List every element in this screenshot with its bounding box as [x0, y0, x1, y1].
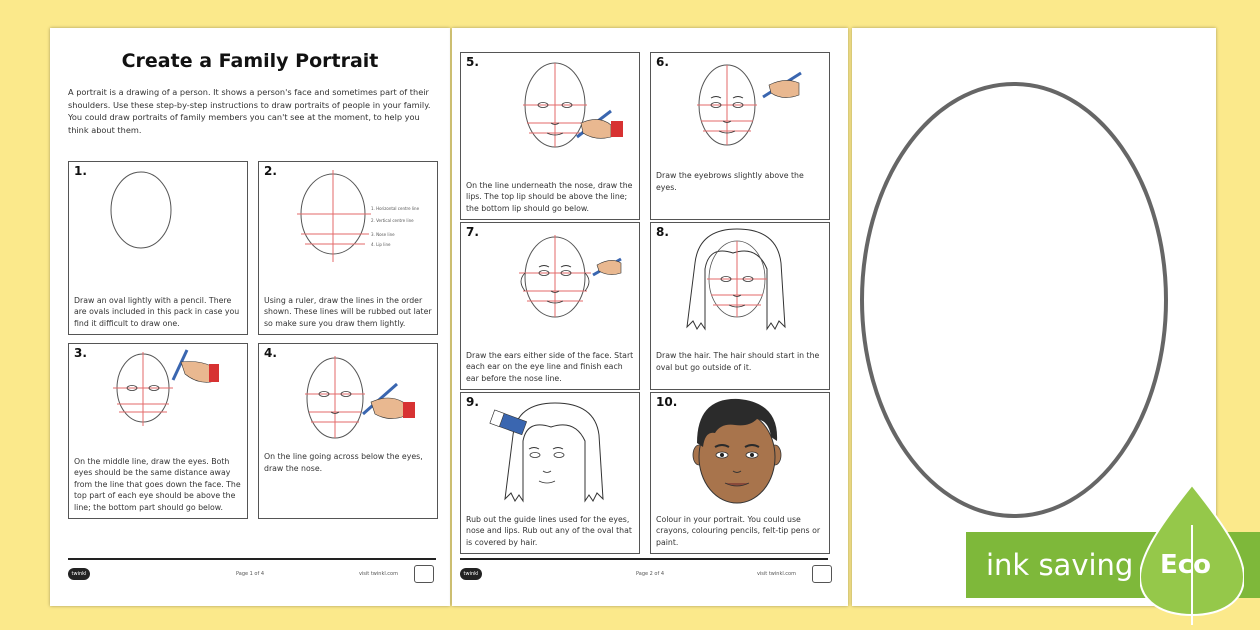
ink-saving-label: ink saving — [986, 548, 1134, 582]
step-text: Using a ruler, draw the lines in the order shown. These lines will be rubbed out later so make sure you draw them lightly. — [264, 295, 432, 328]
intro-paragraph: A portrait is a drawing of a person. It shows a person's face and sometimes part of their shoulders. Use these step-by-step instructions to draw portraits of people in your family. You could draw portraits of family members you can't see at the moment, to help you think about them. — [68, 87, 431, 135]
step-text: Rub out the guide lines used for the eyes, nose and lips. Rub out any of the oval that is covered by hair. — [466, 514, 632, 547]
footer-url: visit twinkl.com — [756, 571, 796, 577]
hair-illustration — [651, 223, 829, 333]
step-text: Draw the ears either side of the face. Start each ear on the eye line and finish each ear before the nose line. — [466, 350, 634, 383]
footer-rule — [68, 558, 436, 560]
eyebrows-illustration — [651, 53, 829, 163]
footer-badge-icon — [812, 565, 832, 583]
step-5-card — [460, 52, 640, 220]
sleeve-icon — [209, 364, 219, 382]
eyes-illustration — [69, 344, 247, 439]
step-8-card — [650, 222, 830, 390]
guide-note-2: 2. Vertical centre line — [371, 218, 414, 223]
eraser-icon — [490, 410, 527, 435]
step-4-card — [258, 343, 438, 519]
twinkl-logo: twinkl — [460, 568, 482, 580]
sleeve-icon — [611, 121, 623, 137]
step-number: 3. — [74, 346, 87, 360]
twinkl-logo: twinkl — [68, 568, 90, 580]
worksheet-page-2 — [452, 28, 848, 606]
step-number: 7. — [466, 225, 479, 239]
oval-illustration — [69, 162, 247, 282]
step-number: 1. — [74, 164, 87, 178]
step-1-card — [68, 161, 248, 335]
step-10-card — [650, 392, 830, 554]
step-text: On the middle line, draw the eyes. Both eyes should be the same distance away from the line that goes down the face. The top part of each eye should be above the line; the bottom part should go below. — [74, 456, 241, 512]
guide-note-3: 3. Nose line — [371, 232, 395, 237]
step-text: Draw the hair. The hair should start in the oval but go outside of it. — [656, 351, 820, 372]
step-text: On the line underneath the nose, draw the lips. The top lip should be above the line; the bottom lip should go below. — [466, 180, 633, 213]
page-number: Page 1 of 4 — [235, 571, 265, 577]
step-number: 4. — [264, 346, 277, 360]
coloured-portrait-illustration — [651, 393, 829, 505]
hand-icon — [581, 119, 611, 138]
step-7-card — [460, 222, 640, 390]
worksheet-page-1 — [50, 28, 450, 606]
step-2-card — [258, 161, 438, 335]
step-text: Draw an oval lightly with a pencil. There are ovals included in this pack in case you find it difficult to draw one. — [74, 295, 240, 328]
hand-icon — [181, 362, 211, 383]
step-text: Colour in your portrait. You could use crayons, colouring pencils, felt-tip pens or paint. — [656, 514, 821, 547]
step-text: Draw the eyebrows slightly above the eyes. — [656, 171, 804, 192]
sleeve-icon — [403, 402, 415, 418]
hand-icon — [769, 80, 799, 97]
guide-note-1: 1. Horizontal centre line — [371, 206, 420, 211]
step-text: On the line going across below the eyes, draw the nose. — [264, 452, 423, 473]
guide-note-4: 4. Lip line — [371, 242, 391, 247]
nose-illustration — [259, 344, 437, 454]
rub-out-illustration — [461, 393, 639, 505]
page-number: Page 2 of 4 — [635, 571, 665, 577]
eco-badge-label: Eco — [1160, 550, 1212, 580]
ears-illustration — [461, 223, 639, 333]
hand-icon — [371, 398, 405, 419]
step-9-card — [460, 392, 640, 554]
lips-illustration — [461, 53, 639, 163]
step-number: 8. — [656, 225, 669, 239]
step-number: 2. — [264, 164, 277, 178]
step-number: 5. — [466, 55, 479, 69]
step-number: 10. — [656, 395, 678, 409]
step-3-card — [68, 343, 248, 519]
footer-rule — [460, 558, 828, 560]
step-number: 9. — [466, 395, 479, 409]
footer-badge-icon — [414, 565, 434, 583]
step-number: 6. — [656, 55, 669, 69]
hand-icon — [597, 260, 621, 274]
step-6-card — [650, 52, 830, 220]
footer-url: visit twinkl.com — [358, 571, 398, 577]
worksheet-title: Create a Family Portrait — [121, 50, 379, 72]
